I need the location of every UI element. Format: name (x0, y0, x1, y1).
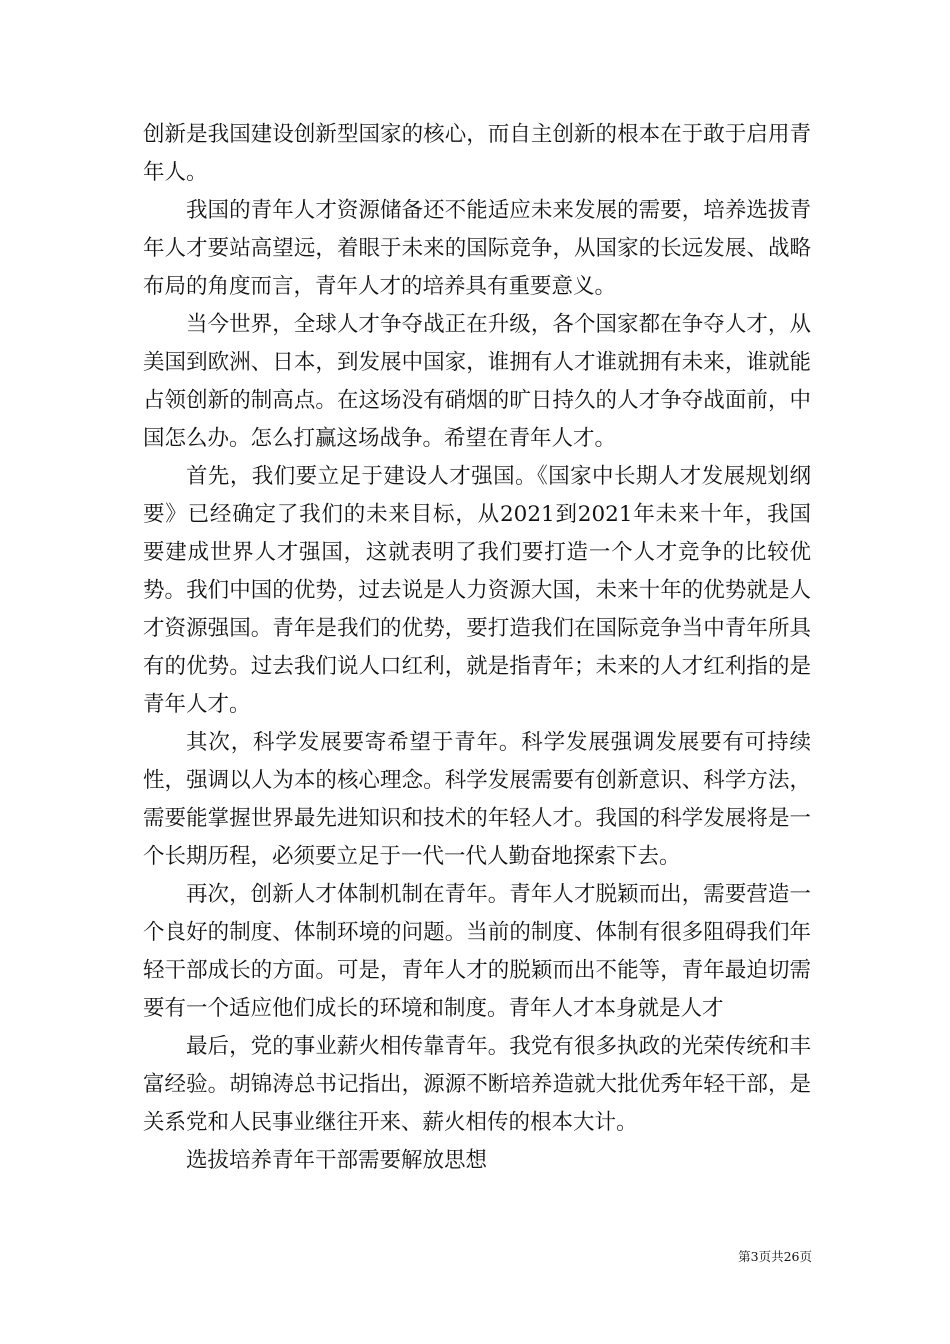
paragraph-6: 再次，创新人才体制机制在青年。青年人才脱颖而出，需要营造一个良好的制度、体制环境的问题。当前的制度、体制有很多阻碍我们年轻干部成长的方面。可是，青年人才的脱颖而出不能等，青年最迫切需要有一个适应他们成长的环境和制度。青年人才本身就是人才 (143, 882, 811, 1021)
paragraph-4: 首先，我们要立足于建设人才强国。《国家中长期人才发展规划纲要》已经确定了我们的未来目标，从2021到2021年未来十年，我国要建成世界人才强国，这就表明了我们要打造一个人才竞争的比较优势。我们中国的优势，过去说是人力资源大国，未来十年的优势就是人才资源强国。青年是我们的优势，要打造我们在国际竞争当中青年所具有的优势。过去我们说人口红利，就是指青年；未来的人才红利指的是青年人才。 (143, 464, 811, 717)
page-number-footer: 第3页共26页 (738, 1249, 812, 1264)
body-text (143, 116, 811, 1180)
paragraph-1: 创新是我国建设创新型国家的核心，而自主创新的根本在于敢于启用青年人。 (143, 122, 811, 185)
paragraph-8: 选拔培养青年干部需要解放思想 (186, 1148, 488, 1173)
paragraph-7: 最后，党的事业薪火相传靠青年。我党有很多执政的光荣传统和丰富经验。胡锦涛总书记指出，源源不断培养造就大批优秀年轻干部，是关系党和人民事业继往开来、薪火相传的根本大计。 (143, 1034, 811, 1135)
paragraph-5: 其次，科学发展要寄希望于青年。科学发展强调发展要有可持续性，强调以人为本的核心理念。科学发展需要有创新意识、科学方法，需要能掌握世界最先进知识和技术的年轻人才。我国的科学发展将是一个长期历程，必须要立足于一代一代人勤奋地探索下去。 (143, 730, 811, 869)
paragraph-3: 当今世界，全球人才争夺战正在升级，各个国家都在争夺人才，从美国到欧洲、日本，到发展中国家，谁拥有人才谁就拥有未来，谁就能占领创新的制高点。在这场没有硝烟的旷日持久的人才争夺战面前，中国怎么办。怎么打赢这场战争。希望在青年人才。 (143, 312, 811, 451)
paragraph-2: 我国的青年人才资源储备还不能适应未来发展的需要，培养选拔青年人才要站高望远，着眼于未来的国际竞争，从国家的长远发展、战略布局的角度而言，青年人才的培养具有重要意义。 (143, 198, 811, 299)
